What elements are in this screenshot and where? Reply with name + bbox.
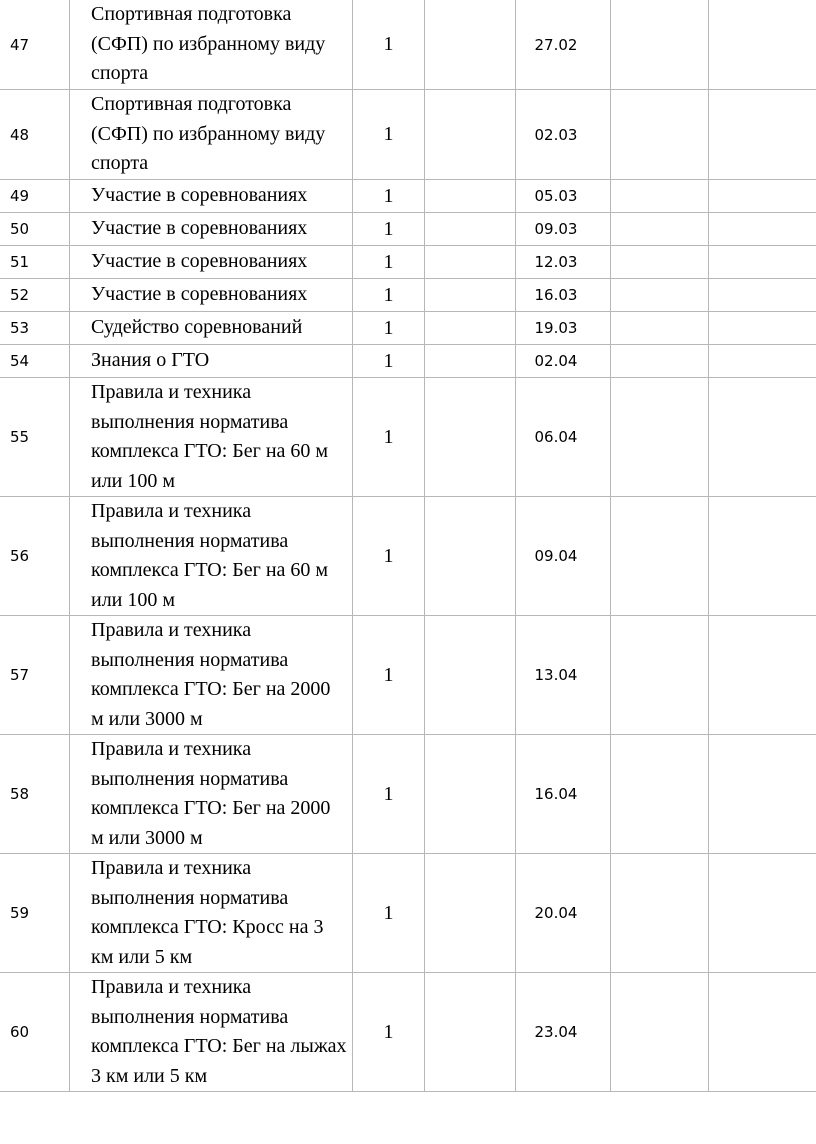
lesson-hours: 1 (383, 184, 394, 207)
lesson-date: 20.04 (534, 904, 578, 922)
lesson-topic: Правила и техника выполнения норматива комплекса ГТО: Бег на 60 м или 100 м (91, 500, 329, 611)
lesson-topic-cell (70, 246, 353, 279)
lesson-date: 05.03 (534, 187, 578, 205)
lesson-number-cell (0, 312, 70, 345)
lesson-date-cell (516, 854, 611, 973)
lesson-hours-cell (353, 279, 425, 312)
lesson-number: 54 (10, 352, 30, 370)
empty-cell (709, 735, 816, 854)
lesson-number: 50 (10, 220, 30, 238)
lesson-hours: 1 (383, 250, 394, 273)
lesson-topic: Участие в соревнованиях (91, 184, 308, 207)
empty-cell (611, 616, 709, 735)
lesson-number: 59 (10, 904, 30, 922)
lesson-date-cell (516, 279, 611, 312)
empty-cell (425, 378, 516, 497)
lesson-date-cell (516, 90, 611, 180)
empty-cell (425, 0, 516, 90)
empty-cell (425, 312, 516, 345)
lesson-topic: Правила и техника выполнения норматива комплекса ГТО: Кросс на 3 км или 5 км (91, 857, 324, 968)
empty-cell (425, 246, 516, 279)
lesson-hours: 1 (383, 544, 394, 567)
lesson-topic-cell (70, 180, 353, 213)
table-row (0, 312, 816, 345)
lesson-hours: 1 (383, 33, 394, 55)
empty-cell (425, 345, 516, 378)
lesson-topic: Правила и техника выполнения норматива комплекса ГТО: Бег на лыжах 3 км или 5 км (91, 976, 347, 1087)
lesson-number-cell (0, 279, 70, 312)
lesson-topic: Спортивная подготовка (СФП) по избранному виду спорта (91, 93, 326, 175)
lesson-hours-cell (353, 0, 425, 90)
lesson-hours: 1 (383, 425, 394, 448)
table-row (0, 378, 816, 497)
empty-cell (611, 0, 709, 90)
empty-cell (709, 246, 816, 279)
lesson-hours-cell (353, 246, 425, 279)
lesson-topic-cell (70, 312, 353, 345)
lesson-number: 48 (10, 125, 30, 144)
lesson-number: 51 (10, 253, 30, 271)
lesson-hours-cell (353, 973, 425, 1092)
lesson-topic-cell (70, 497, 353, 616)
lesson-hours: 1 (383, 217, 394, 240)
lesson-topic-cell (70, 616, 353, 735)
lesson-topic: Участие в соревнованиях (91, 283, 308, 306)
lesson-topic-cell (70, 973, 353, 1092)
lesson-hours: 1 (383, 123, 394, 145)
lesson-number-cell (0, 973, 70, 1092)
empty-cell (425, 90, 516, 180)
lesson-date: 02.04 (534, 352, 578, 370)
table-row (0, 735, 816, 854)
lesson-topic-cell (70, 345, 353, 378)
lesson-hours-cell (353, 213, 425, 246)
lesson-hours-cell (353, 312, 425, 345)
lesson-hours-cell (353, 735, 425, 854)
empty-cell (611, 973, 709, 1092)
lesson-topic: Правила и техника выполнения норматива комплекса ГТО: Бег на 2000 м или 3000 м (91, 738, 331, 849)
lesson-topic-cell (70, 378, 353, 497)
lesson-hours-cell (353, 616, 425, 735)
empty-cell (425, 616, 516, 735)
empty-cell (611, 497, 709, 616)
empty-cell (611, 90, 709, 180)
lesson-date: 23.04 (534, 1023, 578, 1041)
lesson-date-cell (516, 312, 611, 345)
lesson-hours-cell (353, 497, 425, 616)
lesson-topic-cell (70, 213, 353, 246)
empty-cell (425, 497, 516, 616)
empty-cell (709, 213, 816, 246)
lesson-hours-cell (353, 345, 425, 378)
lesson-number-cell (0, 90, 70, 180)
empty-cell (709, 0, 816, 90)
lesson-number: 53 (10, 319, 30, 337)
empty-cell (425, 973, 516, 1092)
lesson-date-cell (516, 497, 611, 616)
lesson-number: 47 (10, 35, 30, 54)
empty-cell (425, 279, 516, 312)
empty-cell (611, 312, 709, 345)
lesson-topic: Спортивная подготовка (СФП) по избранному виду спорта (91, 3, 326, 85)
lesson-number-cell (0, 246, 70, 279)
lesson-topic-cell (70, 90, 353, 180)
lesson-date-cell (516, 735, 611, 854)
lesson-date-cell (516, 246, 611, 279)
table-row (0, 345, 816, 378)
lesson-number-cell (0, 854, 70, 973)
lesson-number-cell (0, 497, 70, 616)
lesson-date: 16.03 (534, 286, 578, 304)
lesson-number-cell (0, 213, 70, 246)
lesson-number: 58 (10, 785, 30, 803)
empty-cell (425, 854, 516, 973)
table-row (0, 973, 816, 1092)
empty-cell (709, 345, 816, 378)
lesson-hours: 1 (383, 349, 394, 372)
lesson-topic-cell (70, 279, 353, 312)
empty-cell (611, 279, 709, 312)
lesson-date-cell (516, 616, 611, 735)
empty-cell (611, 246, 709, 279)
lesson-number-cell (0, 616, 70, 735)
lesson-hours: 1 (383, 316, 394, 339)
lesson-number-cell (0, 378, 70, 497)
lesson-date: 27.02 (534, 35, 578, 54)
lesson-number: 57 (10, 666, 30, 684)
table-row (0, 213, 816, 246)
lesson-topic: Участие в соревнованиях (91, 250, 308, 273)
lesson-date-cell (516, 213, 611, 246)
lesson-number: 60 (10, 1023, 30, 1041)
lesson-number-cell (0, 345, 70, 378)
lesson-topic: Участие в соревнованиях (91, 217, 308, 240)
lesson-date: 09.04 (534, 547, 578, 565)
lesson-date-cell (516, 973, 611, 1092)
lesson-date: 02.03 (534, 125, 578, 144)
empty-cell (709, 279, 816, 312)
lesson-number: 52 (10, 286, 30, 304)
lesson-number-cell (0, 735, 70, 854)
lesson-hours-cell (353, 90, 425, 180)
empty-cell (425, 213, 516, 246)
lesson-hours-cell (353, 854, 425, 973)
lesson-date: 12.03 (534, 253, 578, 271)
empty-cell (611, 345, 709, 378)
lesson-topic: Судейство соревнований (91, 316, 303, 339)
lesson-number: 56 (10, 547, 30, 565)
lesson-topic-cell (70, 854, 353, 973)
empty-cell (709, 378, 816, 497)
table-row (0, 246, 816, 279)
table-row (0, 180, 816, 213)
table-row (0, 0, 816, 90)
lesson-date-cell (516, 0, 611, 90)
lesson-date: 16.04 (534, 785, 578, 803)
lesson-hours: 1 (383, 782, 394, 805)
table-row (0, 497, 816, 616)
empty-cell (709, 973, 816, 1092)
lesson-hours: 1 (383, 901, 394, 924)
lesson-hours: 1 (383, 663, 394, 686)
lesson-date: 06.04 (534, 428, 578, 446)
empty-cell (425, 735, 516, 854)
lesson-hours-cell (353, 180, 425, 213)
lesson-topic: Правила и техника выполнения норматива комплекса ГТО: Бег на 60 м или 100 м (91, 381, 329, 492)
lesson-number: 49 (10, 187, 30, 205)
empty-cell (425, 180, 516, 213)
empty-cell (709, 312, 816, 345)
lesson-date-cell (516, 378, 611, 497)
empty-cell (709, 180, 816, 213)
table-row (0, 279, 816, 312)
empty-cell (709, 616, 816, 735)
lesson-number: 55 (10, 428, 30, 446)
lesson-number-cell (0, 180, 70, 213)
empty-cell (611, 378, 709, 497)
lesson-hours: 1 (383, 1020, 394, 1043)
lesson-hours-cell (353, 378, 425, 497)
lesson-hours: 1 (383, 283, 394, 306)
table-row (0, 616, 816, 735)
lesson-date-cell (516, 180, 611, 213)
empty-cell (709, 854, 816, 973)
empty-cell (709, 90, 816, 180)
empty-cell (611, 854, 709, 973)
lesson-number-cell (0, 0, 70, 90)
lesson-topic: Знания о ГТО (91, 349, 210, 372)
lesson-date-cell (516, 345, 611, 378)
lesson-date: 19.03 (534, 319, 578, 337)
table-row (0, 90, 816, 180)
lesson-date: 09.03 (534, 220, 578, 238)
empty-cell (611, 213, 709, 246)
lesson-topic-cell (70, 0, 353, 90)
empty-cell (611, 735, 709, 854)
empty-cell (709, 497, 816, 616)
lesson-topic-cell (70, 735, 353, 854)
lesson-topic: Правила и техника выполнения норматива комплекса ГТО: Бег на 2000 м или 3000 м (91, 619, 331, 730)
table-row (0, 854, 816, 973)
empty-cell (611, 180, 709, 213)
lesson-date: 13.04 (534, 666, 578, 684)
